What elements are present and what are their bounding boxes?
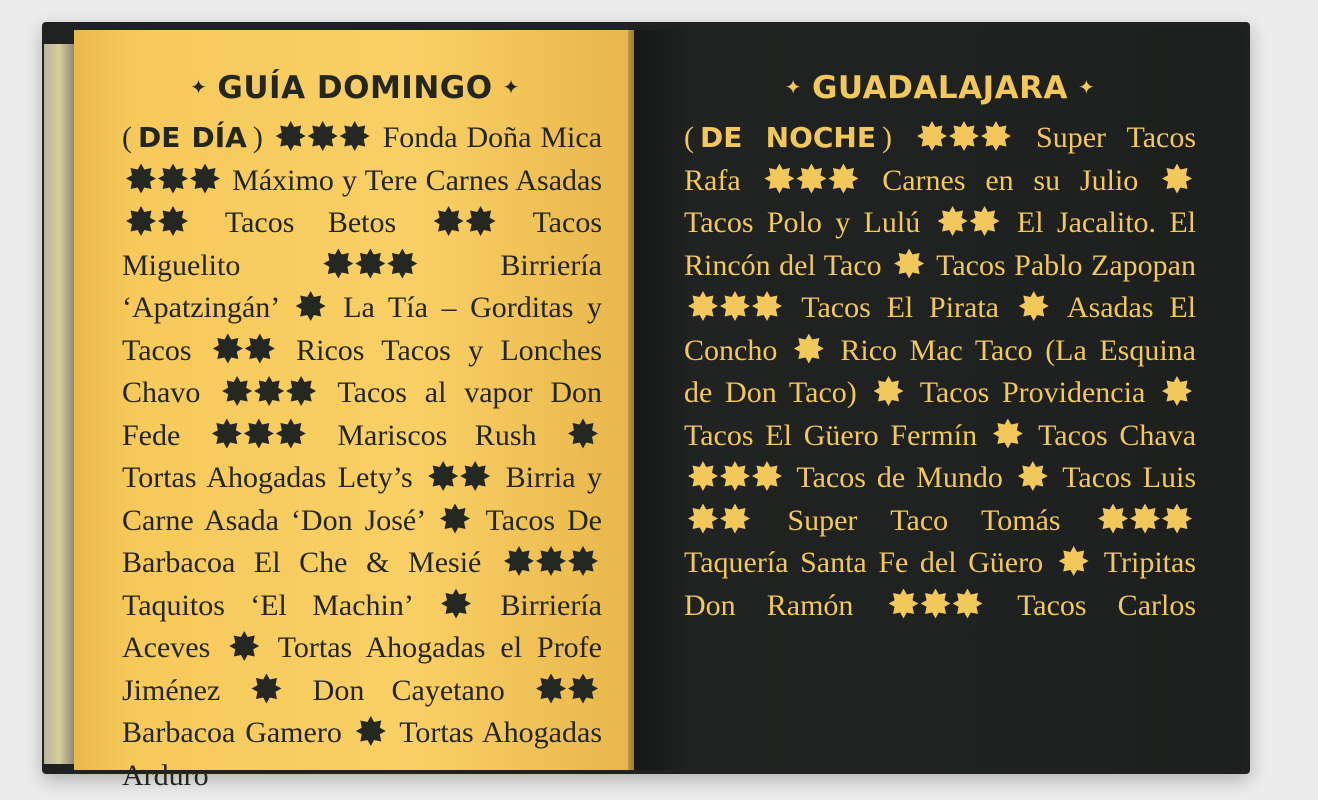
taco-spot-name: Tacos de Mundo bbox=[796, 461, 1003, 494]
sparkle-icon: ✦ bbox=[1078, 75, 1096, 99]
smiling-sun-icon bbox=[828, 164, 858, 194]
smiling-sun-icon bbox=[158, 164, 188, 194]
smiling-sun-icon bbox=[720, 461, 750, 491]
smiling-sun-icon bbox=[993, 419, 1023, 449]
smiling-sun-icon bbox=[720, 504, 750, 534]
right-listing-text bbox=[684, 117, 1196, 627]
rating-suns bbox=[222, 376, 316, 406]
taco-spot-name: Birria y Carne Asada ‘Don José’ bbox=[122, 461, 603, 537]
smiling-sun-icon bbox=[938, 206, 968, 236]
rating-suns bbox=[688, 291, 782, 321]
taco-spot-name: Tacos Miguelito bbox=[122, 206, 602, 282]
taco-spot-name: Rico Mac Taco (La Esquina de Don Taco) bbox=[684, 333, 1196, 409]
rating-suns bbox=[764, 164, 858, 194]
smiling-sun-icon bbox=[1162, 504, 1192, 534]
sparkle-icon: ✦ bbox=[784, 75, 802, 99]
taco-spot-name: Tacos El Güero Fermín bbox=[684, 418, 978, 452]
rating-suns bbox=[993, 419, 1023, 449]
smiling-sun-icon bbox=[970, 206, 1000, 236]
rating-suns bbox=[1059, 546, 1089, 576]
left-page-title: ✦ GUÍA DOMINGO ✦ bbox=[190, 70, 520, 106]
rating-suns bbox=[428, 461, 490, 491]
smiling-sun-icon bbox=[1162, 376, 1192, 406]
rating-suns bbox=[1162, 376, 1192, 406]
taco-spot-name: Barbacoa Gamero bbox=[122, 716, 342, 749]
smiling-sun-icon bbox=[126, 164, 156, 194]
rating-suns bbox=[504, 546, 598, 576]
smiling-sun-icon bbox=[953, 589, 983, 619]
taco-spot-name: Tacos Carlos bbox=[1017, 588, 1197, 622]
sparkle-icon: ✦ bbox=[502, 75, 520, 99]
smiling-sun-icon bbox=[688, 504, 718, 534]
taco-spot-name: Tacos Pablo Zapopan bbox=[936, 248, 1196, 282]
smiling-sun-icon bbox=[568, 546, 598, 576]
smiling-sun-icon bbox=[1059, 546, 1089, 576]
smiling-sun-icon bbox=[251, 674, 281, 704]
smiling-sun-icon bbox=[213, 334, 243, 364]
rating-suns bbox=[441, 589, 471, 619]
left-listing-text bbox=[122, 117, 602, 797]
rating-suns bbox=[1019, 291, 1049, 321]
taco-spot-name: Tortas Ahogadas Arduro bbox=[122, 716, 602, 792]
left-page bbox=[74, 30, 636, 792]
sparkle-icon: ✦ bbox=[190, 75, 208, 99]
smiling-sun-icon bbox=[949, 121, 979, 151]
taco-spot-name: Tacos Luis bbox=[1062, 461, 1197, 494]
rating-suns bbox=[251, 674, 281, 704]
rating-suns bbox=[213, 334, 275, 364]
smiling-sun-icon bbox=[504, 546, 534, 576]
section-label: ( DE NOCHE ) bbox=[684, 121, 892, 154]
smiling-sun-icon bbox=[190, 164, 220, 194]
rating-suns bbox=[536, 674, 598, 704]
taco-spot-name: Taquería Santa Fe del Güero bbox=[684, 546, 1044, 579]
smiling-sun-icon bbox=[308, 121, 338, 151]
right-page-title: ✦ GUADALAJARA ✦ bbox=[784, 70, 1096, 106]
smiling-sun-icon bbox=[764, 164, 794, 194]
smiling-sun-icon bbox=[752, 291, 782, 321]
smiling-sun-icon bbox=[688, 461, 718, 491]
smiling-sun-icon bbox=[276, 121, 306, 151]
taco-spot-name: Taquitos ‘El Machin’ bbox=[122, 588, 412, 622]
smiling-sun-icon bbox=[889, 589, 919, 619]
page-edges bbox=[44, 44, 74, 764]
rating-suns bbox=[794, 334, 824, 364]
smiling-sun-icon bbox=[1018, 461, 1048, 491]
smiling-sun-icon bbox=[568, 419, 598, 449]
taco-spot-name: Asadas El Concho bbox=[684, 291, 1196, 367]
taco-spot-name: Mariscos Rush bbox=[337, 418, 537, 452]
right-page bbox=[634, 30, 1246, 770]
smiling-sun-icon bbox=[212, 419, 242, 449]
taco-spot-name: Máximo y Tere Carnes Asadas bbox=[232, 163, 603, 197]
smiling-sun-icon bbox=[296, 291, 326, 321]
rating-suns bbox=[688, 461, 782, 491]
entries bbox=[122, 121, 602, 792]
smiling-sun-icon bbox=[229, 631, 259, 661]
smiling-sun-icon bbox=[387, 249, 417, 279]
smiling-sun-icon bbox=[286, 376, 316, 406]
smiling-sun-icon bbox=[254, 376, 284, 406]
rating-suns bbox=[296, 291, 326, 321]
smiling-sun-icon bbox=[688, 291, 718, 321]
smiling-sun-icon bbox=[434, 206, 464, 236]
rating-suns bbox=[568, 419, 598, 449]
taco-spot-name: Carnes en su Julio bbox=[882, 163, 1139, 197]
rating-suns bbox=[1098, 504, 1192, 534]
smiling-sun-icon bbox=[323, 249, 353, 279]
smiling-sun-icon bbox=[355, 249, 385, 279]
smiling-sun-icon bbox=[796, 164, 826, 194]
smiling-sun-icon bbox=[536, 674, 566, 704]
smiling-sun-icon bbox=[1098, 504, 1128, 534]
rating-suns bbox=[440, 504, 470, 534]
taco-spot-name: Don Cayetano bbox=[312, 673, 505, 707]
smiling-sun-icon bbox=[222, 376, 252, 406]
taco-spot-name: Tortas Ahogadas Lety’s bbox=[122, 461, 413, 494]
smiling-sun-icon bbox=[158, 206, 188, 236]
smiling-sun-icon bbox=[440, 504, 470, 534]
smiling-sun-icon bbox=[1130, 504, 1160, 534]
smiling-sun-icon bbox=[441, 589, 471, 619]
taco-spot-name: El Jacalito. El Rincón del Taco bbox=[684, 206, 1197, 282]
smiling-sun-icon bbox=[340, 121, 370, 151]
taco-spot-name: La Tía – Gorditas y Tacos bbox=[122, 291, 602, 367]
rating-suns bbox=[356, 716, 386, 746]
entries bbox=[684, 121, 1196, 622]
rating-suns bbox=[323, 249, 417, 279]
smiling-sun-icon bbox=[794, 334, 824, 364]
smiling-sun-icon bbox=[981, 121, 1011, 151]
smiling-sun-icon bbox=[466, 206, 496, 236]
rating-suns bbox=[889, 589, 983, 619]
taco-spot-name: Tacos De Barbacoa El Che & Mesié bbox=[122, 503, 602, 579]
smiling-sun-icon bbox=[126, 206, 156, 236]
taco-spot-name: Super Taco Tomás bbox=[787, 503, 1061, 537]
taco-spot-name: Birriería Aceves bbox=[122, 588, 602, 664]
rating-suns bbox=[874, 376, 904, 406]
rating-suns bbox=[276, 121, 370, 151]
taco-spot-name: Tripitas Don Ramón bbox=[684, 546, 1197, 622]
taco-spot-name: Ricos Tacos y Lonches Chavo bbox=[122, 333, 602, 409]
rating-suns bbox=[894, 249, 924, 279]
smiling-sun-icon bbox=[245, 334, 275, 364]
taco-spot-name: Super Tacos Rafa bbox=[684, 121, 1197, 197]
rating-suns bbox=[938, 206, 1000, 236]
rating-suns bbox=[229, 631, 259, 661]
smiling-sun-icon bbox=[244, 419, 274, 449]
smiling-sun-icon bbox=[568, 674, 598, 704]
rating-suns bbox=[434, 206, 496, 236]
smiling-sun-icon bbox=[1162, 164, 1192, 194]
rating-suns bbox=[126, 206, 188, 236]
rating-suns bbox=[688, 504, 750, 534]
taco-spot-name: Tortas Ahogadas el Profe Jiménez bbox=[122, 631, 602, 707]
taco-spot-name: Birriería ‘Apatzingán’ bbox=[122, 248, 602, 324]
smiling-sun-icon bbox=[536, 546, 566, 576]
taco-spot-name: Tacos al vapor Don Fede bbox=[122, 376, 602, 452]
taco-spot-name: Tacos Providencia bbox=[919, 376, 1146, 409]
rating-suns bbox=[1162, 164, 1192, 194]
rating-suns bbox=[212, 419, 306, 449]
smiling-sun-icon bbox=[1019, 291, 1049, 321]
taco-spot-name: Tacos Chava bbox=[1038, 418, 1197, 452]
smiling-sun-icon bbox=[460, 461, 490, 491]
section-label: ( DE DÍA ) bbox=[122, 121, 263, 154]
smiling-sun-icon bbox=[720, 291, 750, 321]
rating-suns bbox=[1018, 461, 1048, 491]
taco-spot-name: Tacos Betos bbox=[224, 206, 397, 239]
smiling-sun-icon bbox=[428, 461, 458, 491]
smiling-sun-icon bbox=[874, 376, 904, 406]
rating-suns bbox=[126, 164, 220, 194]
smiling-sun-icon bbox=[921, 589, 951, 619]
rating-suns bbox=[917, 121, 1011, 151]
taco-spot-name: Tacos Polo y Lulú bbox=[684, 206, 921, 239]
smiling-sun-icon bbox=[752, 461, 782, 491]
taco-spot-name: Fonda Doña Mica bbox=[382, 121, 603, 154]
smiling-sun-icon bbox=[356, 716, 386, 746]
smiling-sun-icon bbox=[276, 419, 306, 449]
smiling-sun-icon bbox=[917, 121, 947, 151]
smiling-sun-icon bbox=[894, 249, 924, 279]
taco-spot-name: Tacos El Pirata bbox=[801, 291, 999, 324]
